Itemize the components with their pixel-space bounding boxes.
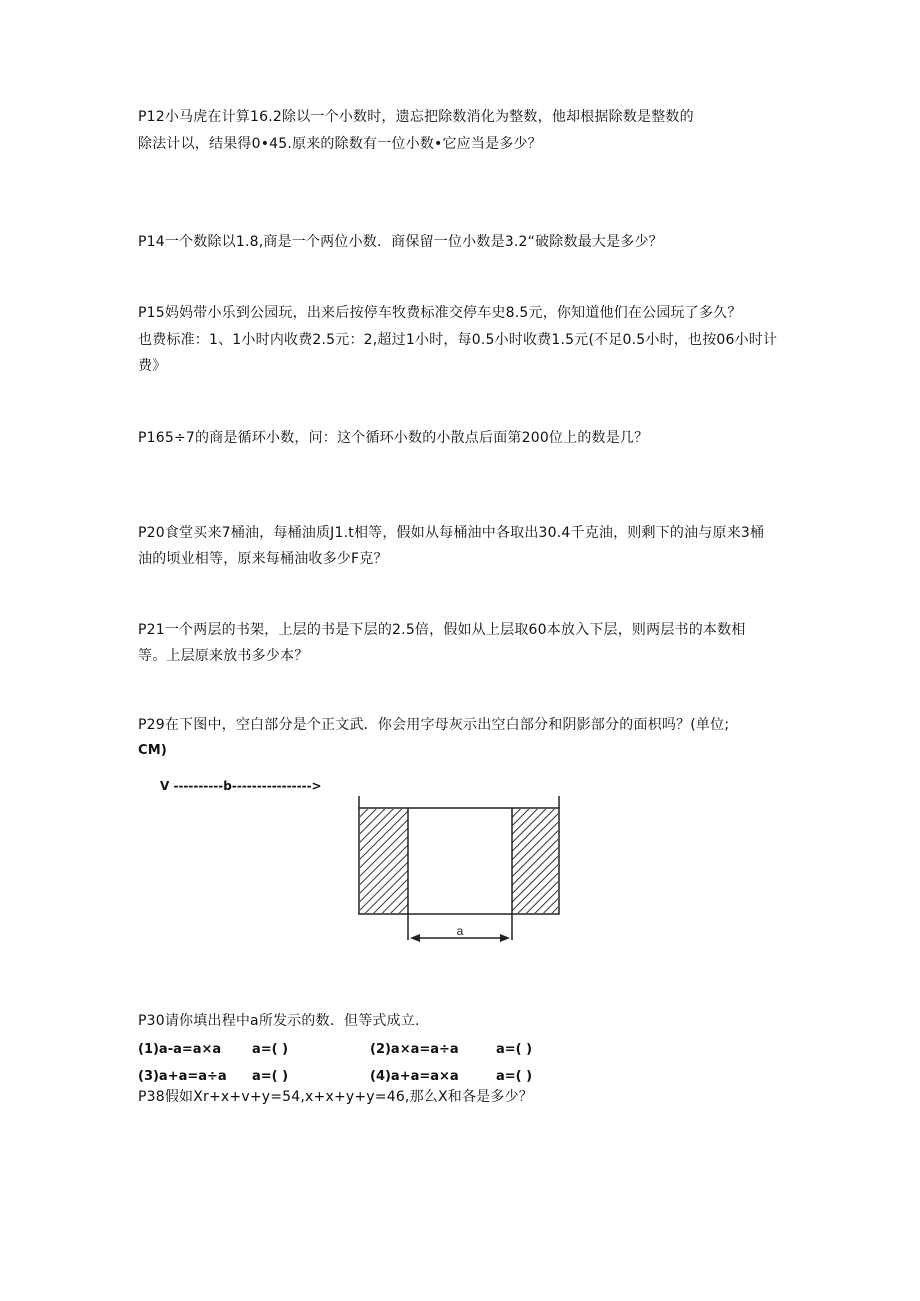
problem-p30-line1: P30请你填出程中a所发示的数．但等式成立. [138, 1013, 420, 1029]
equation-3: (3)a+a=a÷a [138, 1069, 227, 1084]
problem-p29-line2: CM) [138, 743, 168, 758]
equation-3-answer: a=( ) [252, 1069, 289, 1084]
shaded-right-region [512, 809, 558, 913]
equation-2-answer: a=( ) [496, 1042, 533, 1057]
area-figure [350, 792, 562, 956]
problem-p15-line2: 也费标准：1、1小时内收费2.5元：2,超过1小时，每0.5小时收费1.5元(不足0.5小时，也按06小时计 [138, 332, 778, 348]
problem-p20-line1: P20食堂买来7桶油，每桶油质J1.t相等，假如从每桶油中各取出30.4千克油，则剩下的油与原来3桶 [138, 525, 765, 541]
problem-p12-line2: 除法计以，结果得0•45.原来的除数有一位小数•它应当是多少？ [138, 136, 542, 152]
equation-4: (4)a+a=a×a [370, 1069, 459, 1084]
figure-svg [350, 792, 562, 952]
problem-p21-line2: 等。上层原来放书多少本？ [138, 648, 309, 664]
equation-1-answer: a=( ) [252, 1042, 289, 1057]
shaded-left-region [360, 809, 408, 913]
problem-p20-line2: 油的顷业相等，原来每桶油收多少F克？ [138, 551, 388, 567]
problem-p12-line1: P12小马虎在计算16.2除以一个小数时，遗忘把除数消化为整数，他却根据除数是整数的 [138, 109, 694, 125]
arrowhead-left [410, 934, 420, 942]
dimension-label-a: a [456, 924, 464, 938]
arrowhead-right [500, 934, 510, 942]
problem-p15-line3: 费》 [138, 358, 167, 374]
equation-1: (1)a-a=a×a [138, 1042, 222, 1057]
problem-p14-line1: P14一个数除以1.8,商是一个两位小数．商保留一位小数是3.2“破除数最大是多少？ [138, 234, 663, 250]
problem-p38-line1: P38假如Xr+x+v+y=54,x+x+y+y=46,那么X和各是多少？ [138, 1089, 533, 1105]
problem-p29-line1: P29在下图中，空白部分是个正文武．你会用字母灰示出空白部分和阴影部分的面枳吗？(单位; [138, 717, 730, 733]
problem-p21-line1: P21一个两层的书架，上层的书是下层的2.5倍，假如从上层取60本放入下层，则两层书的本数相 [138, 622, 746, 638]
dimension-label-b: V ----------b----------------> [160, 779, 322, 793]
equation-2: (2)a×a=a÷a [370, 1042, 459, 1057]
equation-4-answer: a=( ) [496, 1069, 533, 1084]
problem-p15-line1: P15妈妈带小乐到公园玩，出来后按停车牧费标准交停车史8.5元，你知道他们在公园玩了多久？ [138, 305, 742, 321]
problem-p16-line1: P165÷7的商是循环小数，问：这个循环小数的小散点后面第200位上的数是几？ [138, 430, 649, 446]
